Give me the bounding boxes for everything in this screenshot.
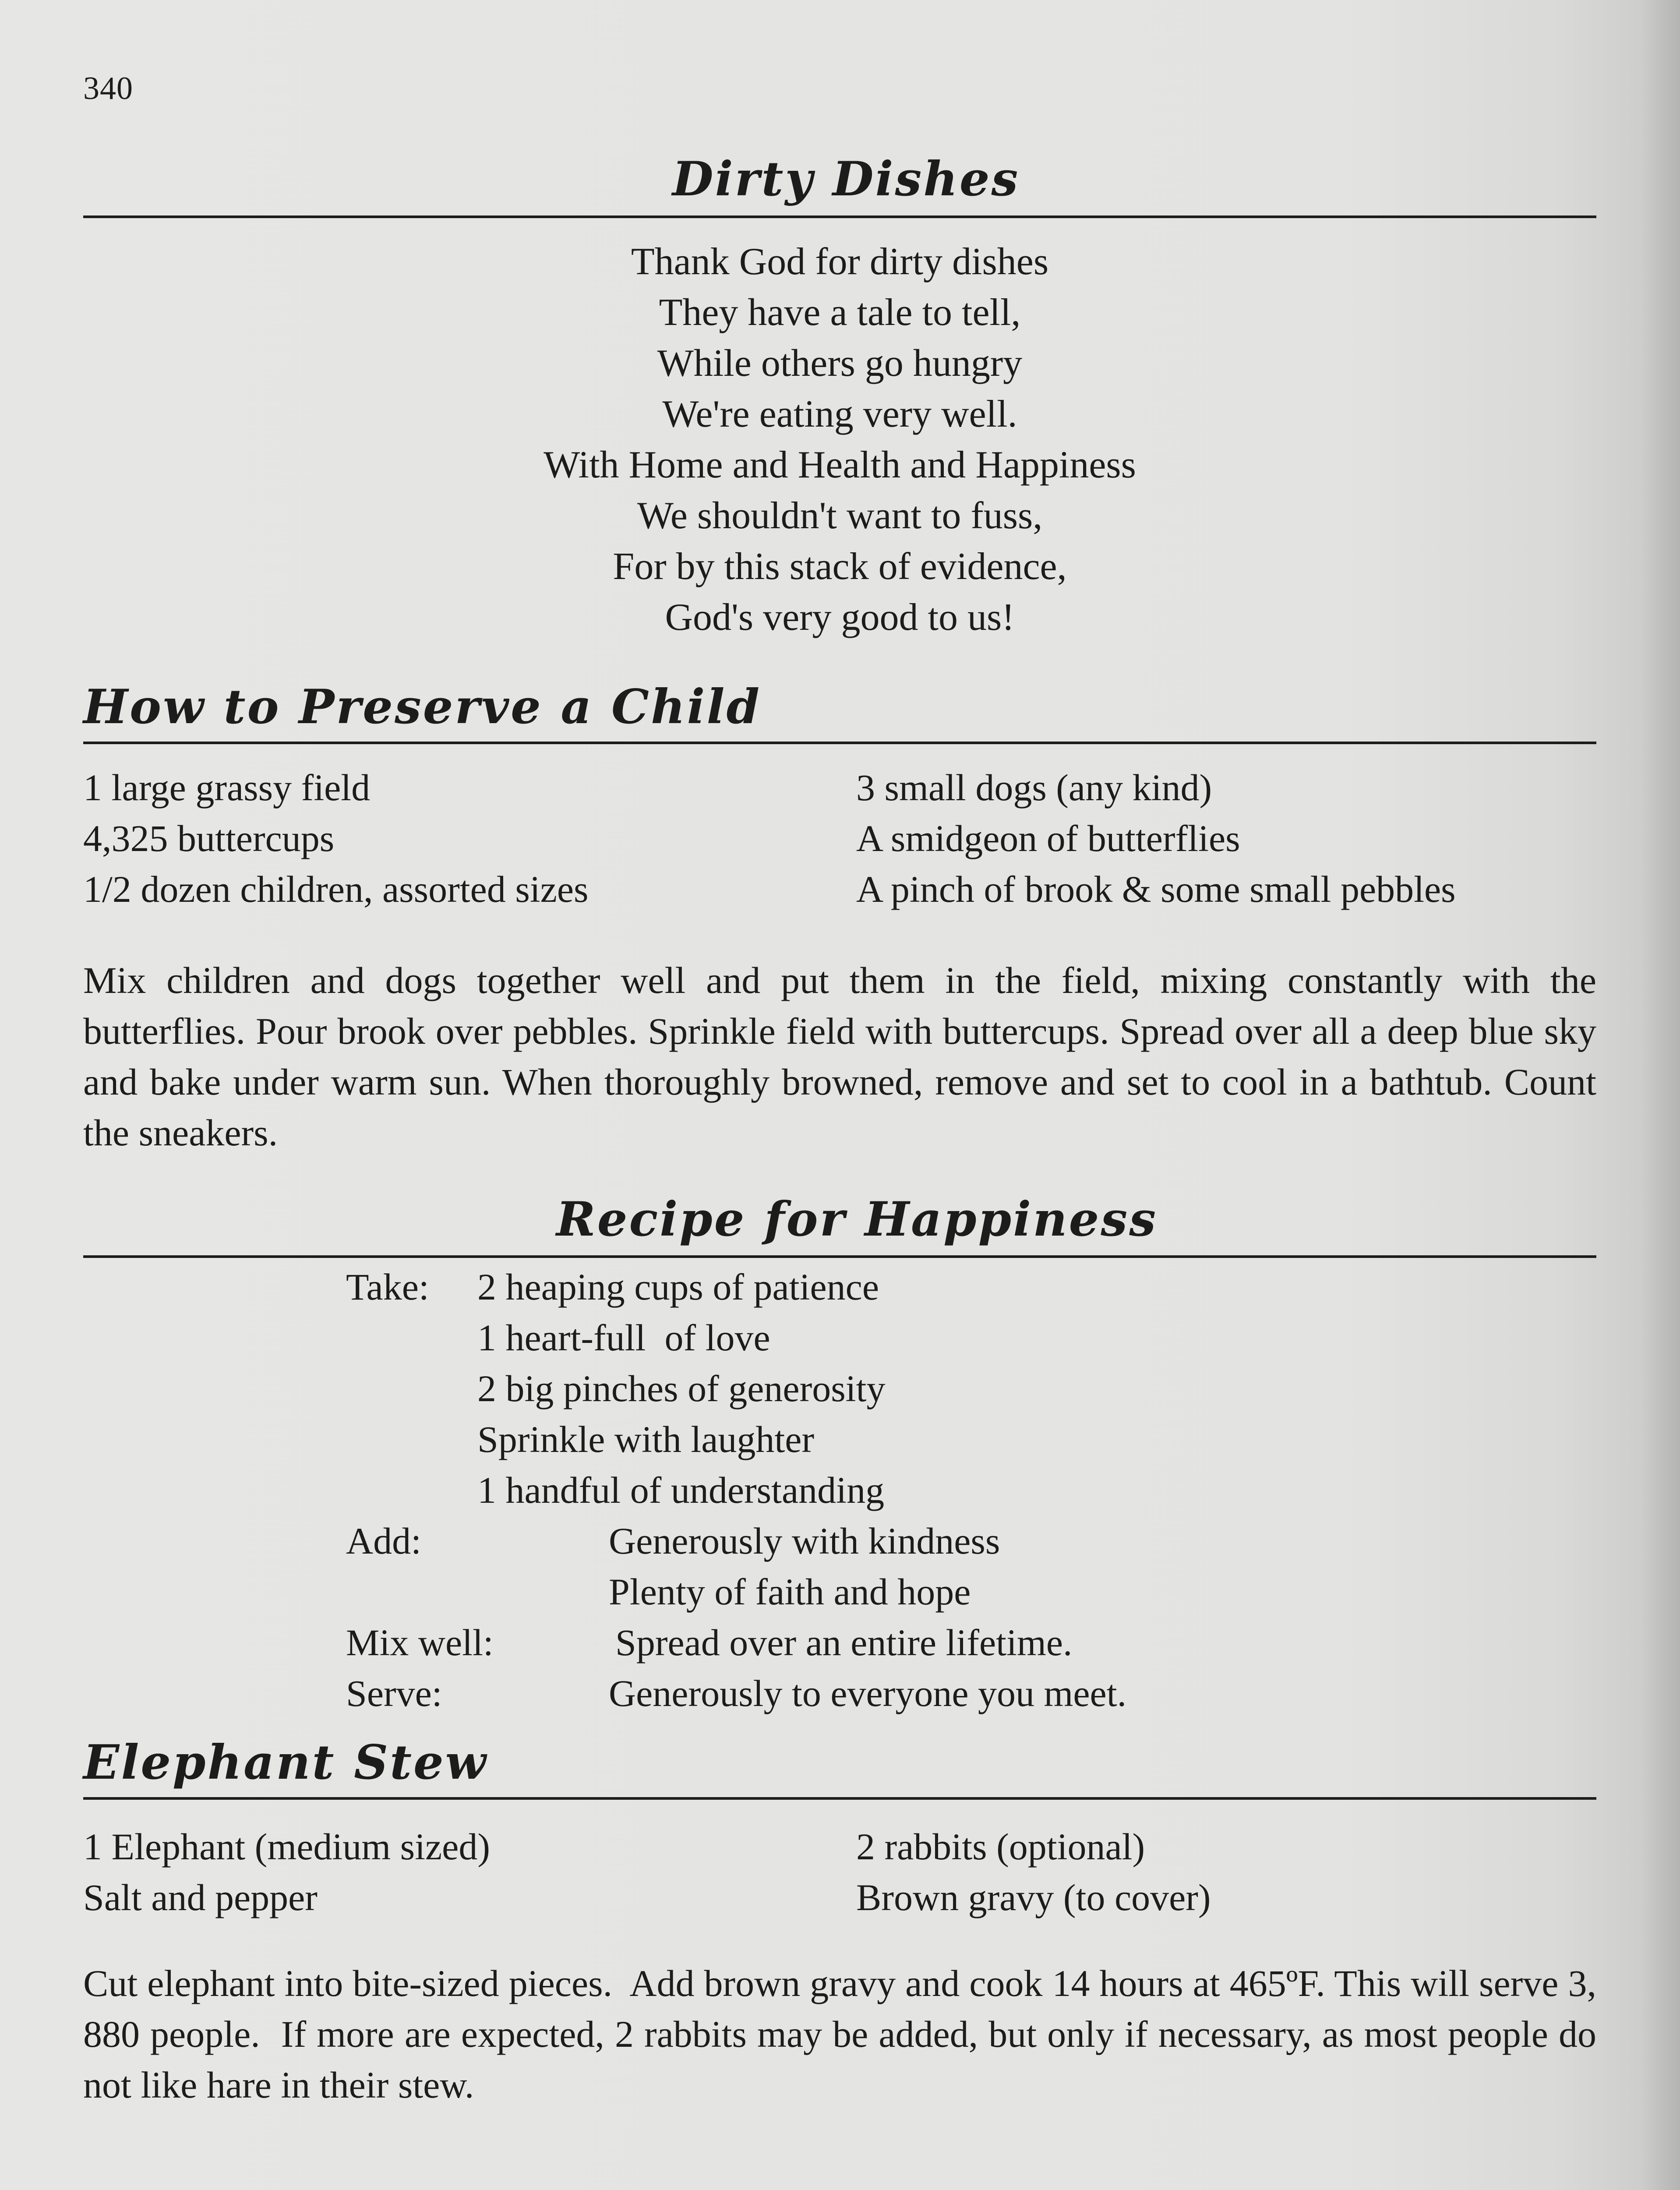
take-item: 1 handful of understanding — [477, 1469, 885, 1511]
ingredient-item: Salt and pepper — [83, 1876, 318, 1918]
ingredient-item: 1 large grassy field — [83, 766, 371, 809]
dirty-dishes-title: Dirty Dishes — [672, 152, 1020, 207]
serve-value: Generously to everyone you meet. — [609, 1672, 1127, 1714]
poem-line: We're eating very well. — [662, 393, 1017, 435]
ingredient-item: 2 rabbits (optional) — [856, 1826, 1145, 1868]
page-number: 340 — [83, 71, 133, 106]
take-item: 2 big pinches of generosity — [477, 1367, 886, 1409]
preserve-child-title: How to Preserve a Child — [83, 679, 762, 735]
elephant-ingredients-left — [83, 1821, 490, 1923]
elephant-ingredients-right — [856, 1821, 1211, 1923]
ingredient-item: Brown gravy (to cover) — [856, 1876, 1211, 1918]
mix-value: Spread over an entire lifetime. — [615, 1621, 1073, 1664]
poem-line: Thank God for dirty dishes — [631, 240, 1049, 283]
elephant-stew-rule — [83, 1797, 1596, 1800]
take-label: Take: — [346, 1266, 429, 1308]
take-items — [477, 1261, 885, 1515]
take-item: Sprinkle with laughter — [477, 1418, 815, 1460]
ingredient-item: A smidgeon of butterflies — [856, 817, 1240, 859]
take-item: 1 heart-full of love — [477, 1317, 770, 1359]
ingredient-item: 3 small dogs (any kind) — [856, 766, 1212, 809]
mix-label: Mix well: — [346, 1621, 494, 1664]
preserve-child-rule — [83, 742, 1596, 744]
ingredient-item: A pinch of brook & some small pebbles — [856, 868, 1456, 910]
elephant-stew-directions: Cut elephant into bite-sized pieces. Add brown gravy and cook 14 hours at 465ºF. This will serve 3, 880 people. If more are expected, 2 rabbits may be added, but only if necessary, as most people do not like hare in their stew. — [83, 1962, 1606, 2106]
add-label: Add: — [346, 1520, 421, 1562]
preserve-child-directions: Mix children and dogs together well and put them in the field, mixing constantly with the butterflies. Pour brook over pebbles. Sprinkle field with buttercups. Spread over all a deep blue sky and bake under warm sun. When thoroughly browned, remove and set to cool in a bathtub. Count the sneakers. — [83, 959, 1596, 1154]
ingredient-item: 1 Elephant (medium sized) — [83, 1826, 490, 1868]
dirty-dishes-poem — [83, 237, 1596, 643]
ingredient-item: 1/2 dozen children, assorted sizes — [83, 868, 589, 910]
poem-line: They have a tale to tell, — [659, 291, 1021, 334]
elephant-stew-title: Elephant Stew — [83, 1735, 488, 1790]
page-edge-shadow — [1641, 0, 1680, 2190]
dirty-dishes-rule — [83, 215, 1596, 218]
preserve-child-ingredients-left — [83, 762, 588, 915]
serve-label: Serve: — [346, 1672, 442, 1714]
poem-line: While others go hungry — [657, 342, 1023, 385]
add-item: Plenty of faith and hope — [609, 1571, 971, 1613]
happiness-rule — [83, 1255, 1596, 1258]
poem-line: For by this stack of evidence, — [613, 545, 1067, 588]
poem-line: With Home and Health and Happiness — [544, 444, 1136, 486]
poem-line: God's very good to us! — [665, 596, 1015, 639]
add-item: Generously with kindness — [609, 1520, 1000, 1562]
ingredient-item: 4,325 buttercups — [83, 817, 335, 859]
happiness-title: Recipe for Happiness — [556, 1192, 1158, 1247]
add-items — [609, 1515, 1000, 1617]
poem-line: We shouldn't want to fuss, — [637, 495, 1043, 537]
preserve-child-ingredients-right — [856, 762, 1456, 915]
take-item: 2 heaping cups of patience — [477, 1266, 879, 1308]
